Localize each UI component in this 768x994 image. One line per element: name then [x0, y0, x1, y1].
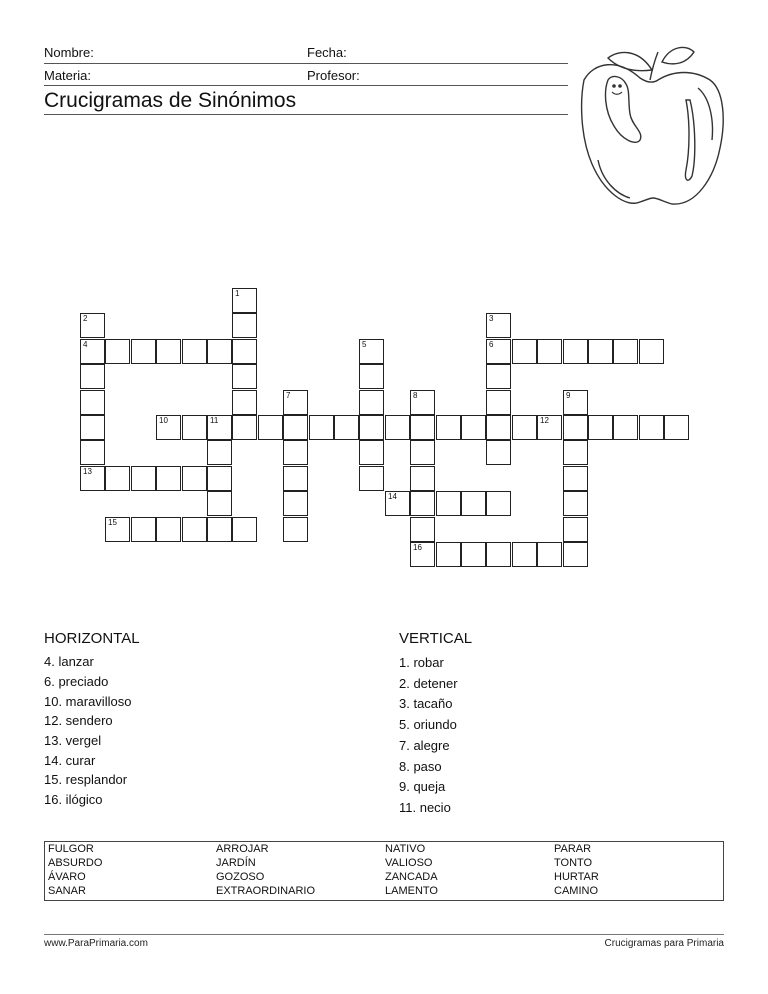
fecha-label: Fecha: [307, 45, 347, 60]
crossword-cell[interactable] [283, 440, 308, 465]
horizontal-clue: 16. ilógico [44, 792, 103, 807]
horizontal-clue: 15. resplandor [44, 772, 128, 787]
crossword-cell[interactable] [486, 542, 511, 567]
crossword-clue-number: 14 [388, 492, 397, 501]
crossword-cell[interactable] [486, 491, 511, 516]
crossword-cell[interactable] [156, 466, 181, 491]
crossword-cell[interactable] [156, 415, 181, 440]
horizontal-clue: 13. vergel [44, 733, 102, 748]
horizontal-clue: 10. maravilloso [44, 694, 132, 709]
crossword-cell[interactable] [182, 339, 207, 364]
vertical-clue: 3. tacaño [399, 696, 453, 711]
crossword-cell[interactable] [410, 466, 435, 491]
crossword-cell[interactable] [512, 415, 537, 440]
crossword-cell[interactable] [359, 415, 384, 440]
crossword-cell[interactable] [588, 415, 613, 440]
crossword-cell[interactable] [486, 390, 511, 415]
crossword-cell[interactable] [232, 390, 257, 415]
crossword-cell[interactable] [436, 415, 461, 440]
crossword-cell[interactable] [80, 466, 105, 491]
crossword-cell[interactable] [207, 517, 232, 542]
crossword-cell[interactable] [232, 313, 257, 338]
crossword-cell[interactable] [410, 440, 435, 465]
word-bank-item: HURTAR [554, 871, 599, 883]
word-bank-item: ZANCADA [385, 871, 438, 883]
crossword-clue-number: 8 [413, 391, 418, 400]
word-bank-item: CAMINO [554, 885, 598, 897]
crossword-cell[interactable] [359, 440, 384, 465]
crossword-cell[interactable] [613, 415, 638, 440]
word-bank-item: ABSURDO [48, 857, 103, 869]
crossword-cell[interactable] [486, 339, 511, 364]
page-title: Crucigramas de Sinónimos [44, 89, 297, 112]
crossword-cell[interactable] [207, 440, 232, 465]
horizontal-clue: 14. curar [44, 753, 96, 768]
crossword-cell[interactable] [537, 339, 562, 364]
crossword-cell[interactable] [563, 415, 588, 440]
word-bank-item: PARAR [554, 843, 592, 855]
crossword-cell[interactable] [563, 440, 588, 465]
crossword-cell[interactable] [359, 364, 384, 389]
vertical-clue: 11. necio [399, 800, 451, 815]
crossword-cell[interactable] [182, 466, 207, 491]
crossword-clue-number: 9 [566, 391, 571, 400]
crossword-cell[interactable] [359, 390, 384, 415]
crossword-cell[interactable] [486, 440, 511, 465]
crossword-cell[interactable] [131, 517, 156, 542]
crossword-cell[interactable] [232, 517, 257, 542]
crossword-cell[interactable] [537, 415, 562, 440]
vertical-clue: 7. alegre [399, 738, 450, 753]
title-line [44, 114, 568, 115]
crossword-cell[interactable] [537, 542, 562, 567]
crossword-cell[interactable] [207, 491, 232, 516]
crossword-clue-number: 5 [362, 340, 367, 349]
footer-divider [44, 934, 724, 935]
crossword-cell[interactable] [436, 542, 461, 567]
crossword-cell[interactable] [664, 415, 689, 440]
word-bank-item: ÁVARO [48, 871, 86, 883]
nombre-label: Nombre: [44, 45, 94, 60]
crossword-cell[interactable] [182, 517, 207, 542]
crossword-cell[interactable] [563, 491, 588, 516]
crossword-cell[interactable] [410, 517, 435, 542]
profesor-label: Profesor: [307, 68, 360, 83]
crossword-cell[interactable] [258, 415, 283, 440]
word-bank-item: EXTRAORDINARIO [216, 885, 316, 897]
crossword-cell[interactable] [410, 415, 435, 440]
crossword-cell[interactable] [563, 339, 588, 364]
crossword-cell[interactable] [156, 517, 181, 542]
crossword-cell[interactable] [512, 542, 537, 567]
crossword-cell[interactable] [80, 339, 105, 364]
word-bank [44, 841, 724, 901]
crossword-cell[interactable] [207, 415, 232, 440]
crossword-cell[interactable] [105, 466, 130, 491]
vertical-clue: 1. robar [399, 655, 444, 670]
word-bank-item: SANAR [48, 885, 86, 897]
crossword-cell[interactable] [461, 542, 486, 567]
word-bank-item: ARROJAR [216, 843, 269, 855]
crossword-cell[interactable] [232, 288, 257, 313]
crossword-cell[interactable] [283, 390, 308, 415]
crossword-clue-number: 2 [83, 314, 88, 323]
vertical-clue: 8. paso [399, 759, 442, 774]
crossword-clue-number: 16 [413, 543, 422, 552]
crossword-cell[interactable] [613, 339, 638, 364]
crossword-cell[interactable] [385, 491, 410, 516]
crossword-cell[interactable] [283, 517, 308, 542]
word-bank-item: NATIVO [385, 843, 426, 855]
crossword-cell[interactable] [232, 364, 257, 389]
crossword-cell[interactable] [80, 364, 105, 389]
crossword-cell[interactable] [182, 415, 207, 440]
crossword-cell[interactable] [105, 339, 130, 364]
crossword-cell[interactable] [461, 491, 486, 516]
crossword-cell[interactable] [207, 466, 232, 491]
crossword-clue-number: 7 [286, 391, 291, 400]
word-bank-item: LAMENTO [385, 885, 438, 897]
word-bank-item: GOZOSO [216, 871, 265, 883]
crossword-cell[interactable] [639, 415, 664, 440]
nombre-line [44, 63, 568, 64]
crossword-cell[interactable] [563, 390, 588, 415]
crossword-cell[interactable] [512, 339, 537, 364]
crossword-cell[interactable] [461, 415, 486, 440]
crossword-cell[interactable] [105, 517, 130, 542]
vertical-clue: 2. detener [399, 676, 458, 691]
vertical-clue: 9. queja [399, 779, 446, 794]
crossword-cell[interactable] [410, 390, 435, 415]
crossword-cell[interactable] [359, 339, 384, 364]
vertical-heading: VERTICAL [399, 630, 473, 647]
crossword-cell[interactable] [80, 440, 105, 465]
crossword-clue-number: 10 [159, 416, 168, 425]
word-bank-item: VALIOSO [385, 857, 433, 869]
crossword-cell[interactable] [385, 415, 410, 440]
crossword-clue-number: 11 [210, 416, 219, 425]
word-bank-item: JARDÍN [216, 857, 256, 869]
crossword-cell[interactable] [486, 313, 511, 338]
crossword-cell[interactable] [207, 339, 232, 364]
word-bank-item: TONTO [554, 857, 593, 869]
crossword-clue-number: 15 [108, 518, 117, 527]
materia-line [44, 85, 568, 86]
crossword-cell[interactable] [639, 339, 664, 364]
crossword-cell[interactable] [80, 390, 105, 415]
horizontal-clue: 6. preciado [44, 674, 109, 689]
crossword-cell[interactable] [309, 415, 334, 440]
apple-with-worm-icon [578, 40, 728, 212]
crossword-clue-number: 12 [540, 416, 549, 425]
crossword-cell[interactable] [232, 415, 257, 440]
crossword-cell[interactable] [486, 364, 511, 389]
crossword-cell[interactable] [410, 542, 435, 567]
crossword-clue-number: 6 [489, 340, 494, 349]
crossword-cell[interactable] [410, 491, 435, 516]
crossword-cell[interactable] [436, 491, 461, 516]
materia-label: Materia: [44, 68, 91, 83]
horizontal-clue: 12. sendero [44, 713, 113, 728]
crossword-cell[interactable] [334, 415, 359, 440]
crossword-clue-number: 1 [235, 289, 240, 298]
crossword-cell[interactable] [359, 466, 384, 491]
crossword-clue-number: 13 [83, 467, 92, 476]
crossword-cell[interactable] [563, 542, 588, 567]
horizontal-clue: 4. lanzar [44, 654, 94, 669]
word-bank-item: FULGOR [48, 843, 94, 855]
crossword-cell[interactable] [156, 339, 181, 364]
crossword-cell[interactable] [131, 339, 156, 364]
crossword-clue-number: 4 [83, 340, 88, 349]
horizontal-heading: HORIZONTAL [44, 630, 140, 647]
crossword-cell[interactable] [283, 491, 308, 516]
crossword-cell[interactable] [563, 466, 588, 491]
crossword-cell[interactable] [232, 339, 257, 364]
crossword-cell[interactable] [588, 339, 613, 364]
crossword-clue-number: 3 [489, 314, 494, 323]
crossword-cell[interactable] [80, 313, 105, 338]
crossword-cell[interactable] [563, 517, 588, 542]
crossword-cell[interactable] [486, 415, 511, 440]
crossword-cell[interactable] [80, 415, 105, 440]
crossword-cell[interactable] [131, 466, 156, 491]
footer-website: www.ParaPrimaria.com [44, 938, 148, 949]
vertical-clue: 5. oriundo [399, 717, 457, 732]
footer-title: Crucigramas para Primaria [604, 938, 724, 949]
crossword-cell[interactable] [283, 466, 308, 491]
crossword-cell[interactable] [283, 415, 308, 440]
